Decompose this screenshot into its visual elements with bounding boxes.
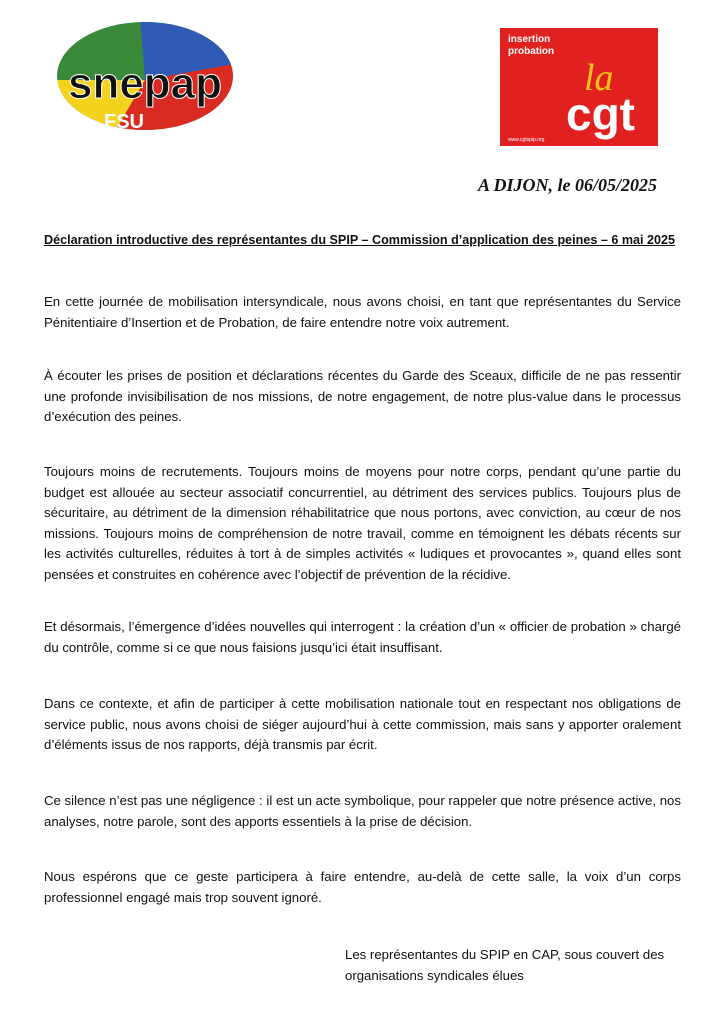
signature: Les représentantes du SPIP en CAP, sous couvert des organisations syndicales élues xyxy=(345,947,665,983)
paragraph-1: En cette journée de mobilisation intersyndicale, nous avons choisi, en tant que représentantes du Service Pénitentiaire d’Insertion et de Probation, de faire entendre notre voix autrement. xyxy=(44,294,681,330)
cgt-line1: insertion xyxy=(508,34,551,45)
cgt-la: la xyxy=(584,57,614,99)
paragraph-4: Et désormais, l’émergence d’idées nouvelles qui interrogent : la création d’un « officier de probation » chargé du contrôle, comme si ce que nous faisions jusqu’ici était insuffisant. xyxy=(44,619,681,655)
paragraph-3: Toujours moins de recrutements. Toujours moins de moyens pour notre corps, pendant qu’une partie du budget est allouée au secteur associatif concurrentiel, au détriment des services publics. Toujours plus de sécuritaire, au détriment de la dimension réhabilitatrice que nous portons, avec conviction, au cœur de nos missions. Toujours moins de compréhension de notre travail, comme en témoignent les débats récents sur les activités culturelles, réduites à tort à de simples activités « ludiques et provocantes », quand elles sont pensées et construites en cohérence avec l’objectif de prévention de la récidive. xyxy=(44,464,681,582)
cgt-insertion-probation-logo xyxy=(500,28,658,146)
snepap-wordmark: snepap xyxy=(67,59,223,108)
paragraph-2: À écouter les prises de position et déclarations récentes du Garde des Sceaux, difficile de ne pas ressentir une profonde invisibilisation de nos missions, de notre engagement, de notre plus-value dans le processus d’exécution des peines. xyxy=(44,368,681,424)
paragraph-7: Nous espérons que ce geste participera à faire entendre, au-delà de cette salle, la voix d’un corps professionnel engagé mais trop souvent ignoré. xyxy=(44,869,681,905)
cgt-line2: probation xyxy=(508,46,555,57)
fsu-wordmark: FSU xyxy=(104,111,144,133)
document-title: Déclaration introductive des représentantes du SPIP – Commission d’application des peines – 6 mai 2025 xyxy=(44,233,676,247)
paragraph-5: Dans ce contexte, et afin de participer à cette mobilisation nationale tout en respectant nos obligations de service public, nous avons choisi de siéger aujourd’hui à cette commission, mais sans y apporter oralement d’éléments issus de nos rapports, déjà transmis par écrit. xyxy=(44,696,681,752)
paragraph-6: Ce silence n’est pas une négligence : il est un acte symbolique, pour rappeler que notre présence active, nos analyses, notre parole, sont des apports essentiels à la prise de décision. xyxy=(44,793,681,829)
cgt-wordmark: cgt xyxy=(566,88,635,140)
place-date: A DIJON, le 06/05/2025 xyxy=(477,175,657,195)
cgt-url: www.cgtspip.org xyxy=(508,137,545,143)
snepap-fsu-logo xyxy=(50,18,240,140)
